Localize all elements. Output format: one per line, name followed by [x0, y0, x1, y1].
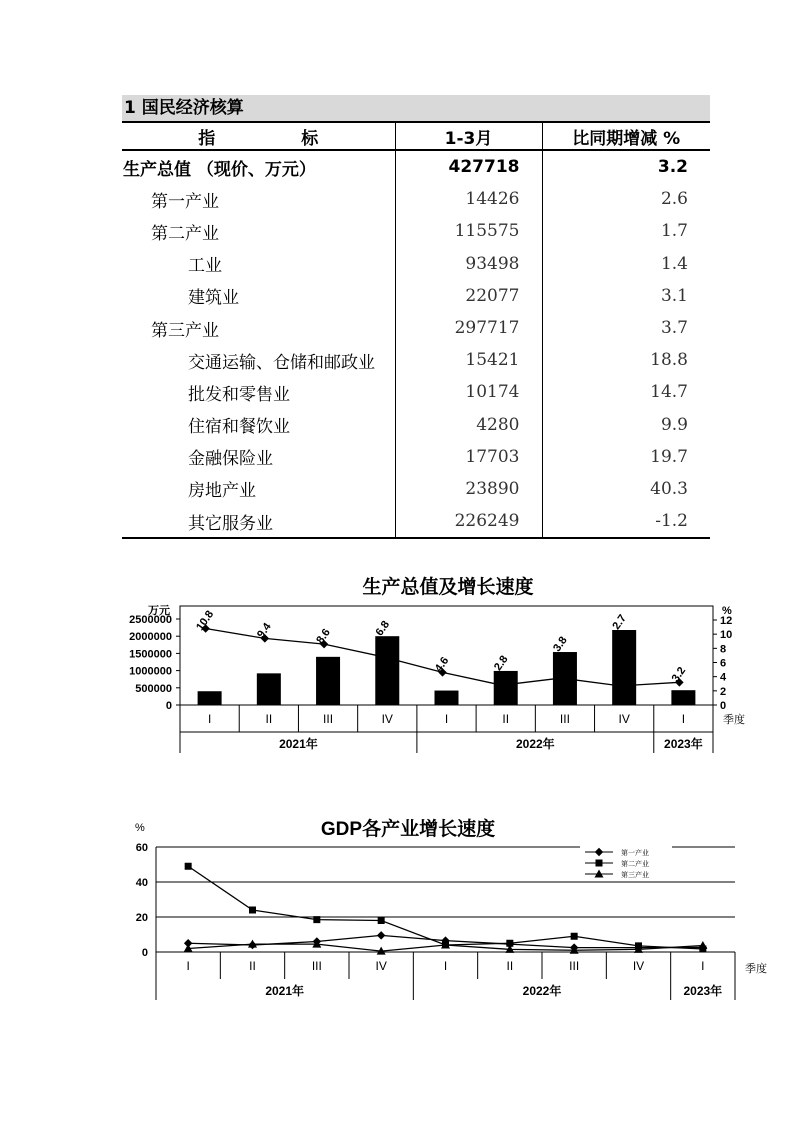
industry-growth-line-chart — [110, 810, 770, 1010]
category-label: III — [311, 959, 322, 973]
bar — [198, 691, 222, 705]
bar — [435, 691, 459, 705]
row-change: 19.7 — [542, 441, 710, 473]
header-indicator-part1: 指 — [198, 128, 216, 149]
header-indicator — [122, 122, 395, 150]
category-label: I — [207, 712, 212, 726]
row-value: 10174 — [395, 376, 542, 408]
category-label: II — [249, 959, 256, 973]
bar — [375, 636, 399, 705]
row-change: 14.7 — [542, 376, 710, 408]
legend-label: 第三产业 — [621, 872, 649, 879]
bar — [257, 673, 281, 705]
table-row — [122, 409, 710, 441]
growth-data-label: 4.6 — [432, 654, 452, 675]
table-header-row — [122, 122, 710, 150]
y-tick-label: 60 — [135, 842, 148, 854]
category-label: II — [502, 712, 510, 726]
table-row — [122, 344, 710, 376]
y-axis-unit: % — [135, 822, 145, 834]
row-change: 1.4 — [542, 248, 710, 280]
table-row — [122, 376, 710, 408]
legend-label: 第二产业 — [621, 861, 649, 868]
row-indicator: 住宿和餐饮业 — [188, 417, 290, 438]
category-label: I — [443, 959, 448, 973]
row-indicator: 其它服务业 — [122, 505, 395, 538]
category-label: II — [265, 712, 273, 726]
series-point-2 — [378, 917, 385, 924]
y-left-tick-label: 2000000 — [129, 631, 172, 644]
category-label: IV — [618, 712, 630, 726]
row-value: 4280 — [395, 409, 542, 441]
table-row — [122, 183, 710, 215]
y-left-tick-label: 1000000 — [129, 665, 172, 678]
growth-data-label: 10.8 — [194, 608, 217, 633]
series-point-2 — [185, 863, 192, 870]
category-label: III — [323, 712, 334, 726]
y-right-tick-label: 10 — [720, 629, 733, 642]
category-label: IV — [632, 959, 645, 973]
y-right-tick-label: 4 — [720, 671, 727, 684]
row-value: 226249 — [395, 505, 542, 538]
series-point-3 — [698, 941, 707, 949]
row-change: -1.2 — [542, 505, 710, 538]
bar — [612, 630, 636, 705]
section-title: 1 国民经济核算 — [122, 95, 710, 121]
table-row — [122, 312, 710, 344]
table-row — [122, 441, 710, 473]
category-label: III — [569, 959, 580, 973]
table-row — [122, 248, 710, 280]
growth-data-label: 3.8 — [551, 634, 570, 655]
row-indicator: 生产总值 （现价、万元） — [123, 159, 316, 180]
table-row — [122, 473, 710, 505]
quarter-unit-label: 季度 — [745, 963, 767, 975]
row-change: 2.6 — [542, 183, 710, 215]
growth-data-label: 6.8 — [373, 618, 393, 639]
table-row — [122, 150, 710, 183]
row-indicator: 第一产业 — [151, 191, 219, 212]
table-row — [122, 505, 710, 538]
year-label: 2021年 — [279, 737, 318, 751]
category-label: I — [186, 959, 190, 973]
y-tick-label: 0 — [141, 947, 148, 959]
y-right-tick-label: 0 — [720, 700, 727, 712]
category-label: I — [701, 959, 705, 973]
growth-data-label: 9.4 — [255, 620, 274, 641]
growth-data-label: 2.7 — [610, 612, 630, 632]
row-indicator: 房地产业 — [188, 481, 256, 502]
bar — [494, 671, 518, 705]
y-right-tick-label: 12 — [720, 615, 733, 627]
y-right-tick-label: 2 — [720, 685, 727, 698]
year-label: 2022年 — [522, 984, 562, 998]
category-label: II — [506, 959, 514, 973]
y-left-tick-label: 0 — [165, 700, 172, 712]
quarter-unit-label: 季度 — [723, 714, 745, 726]
series-point-2 — [249, 907, 256, 914]
bar — [671, 690, 695, 705]
row-change: 18.8 — [542, 344, 710, 376]
table-row — [122, 215, 710, 247]
legend-marker — [596, 860, 603, 867]
header-indicator-part2: 标 — [301, 128, 319, 149]
header-period: 1-3月 — [395, 122, 542, 150]
series-point-2 — [571, 933, 578, 940]
year-label: 2021年 — [265, 984, 305, 998]
row-change: 40.3 — [542, 473, 710, 505]
row-value: 15421 — [395, 344, 542, 376]
row-indicator: 第二产业 — [151, 223, 219, 244]
chart-title: 生产总值及增长速度 — [362, 577, 534, 598]
left-axis-unit: 万元 — [148, 605, 170, 617]
row-indicator: 建筑业 — [188, 288, 239, 309]
y-right-tick-label: 6 — [720, 657, 727, 670]
gdp-bar-line-chart — [110, 565, 750, 765]
row-indicator: 第三产业 — [151, 320, 219, 341]
row-value: 427718 — [395, 150, 542, 183]
series-point-1 — [377, 931, 385, 939]
year-label: 2023年 — [664, 737, 703, 751]
category-label: I — [681, 712, 686, 726]
row-change: 1.7 — [542, 215, 710, 247]
row-value: 17703 — [395, 441, 542, 473]
growth-data-label: 8.6 — [314, 626, 333, 647]
row-value: 14426 — [395, 183, 542, 215]
row-value: 93498 — [395, 248, 542, 280]
year-label: 2022年 — [515, 737, 555, 751]
row-indicator: 金融保险业 — [188, 449, 273, 470]
y-right-tick-label: 8 — [720, 643, 727, 656]
header-change: 比同期增减 % — [542, 122, 710, 150]
row-change: 3.1 — [542, 280, 710, 312]
growth-data-label: 3.2 — [669, 664, 689, 685]
category-label: III — [559, 712, 570, 726]
y-left-tick-label: 500000 — [135, 682, 172, 695]
table-row — [122, 280, 710, 312]
growth-data-label: 2.8 — [491, 653, 511, 673]
row-value: 115575 — [395, 215, 542, 247]
row-indicator: 工业 — [188, 256, 222, 277]
row-change: 3.2 — [542, 150, 710, 183]
right-axis-unit: % — [722, 605, 732, 617]
category-label: IV — [381, 712, 393, 726]
row-indicator: 交通运输、仓储和邮政业 — [188, 352, 375, 373]
chart-title: GDP各产业增长速度 — [320, 819, 496, 840]
y-tick-label: 20 — [135, 912, 148, 924]
gdp-table — [122, 121, 710, 539]
year-label: 2023年 — [683, 984, 723, 998]
category-label: IV — [375, 959, 387, 973]
y-left-tick-label: 1500000 — [129, 648, 172, 661]
series-point-2 — [313, 916, 320, 923]
category-label: I — [444, 712, 449, 726]
row-value: 297717 — [395, 312, 542, 344]
row-indicator: 批发和零售业 — [188, 384, 290, 405]
row-change: 3.7 — [542, 312, 710, 344]
row-value: 22077 — [395, 280, 542, 312]
y-tick-label: 40 — [135, 877, 148, 889]
row-change: 9.9 — [542, 409, 710, 441]
row-value: 23890 — [395, 473, 542, 505]
bar — [316, 657, 340, 705]
legend-label: 第一产业 — [621, 850, 649, 857]
y-left-tick-label: 2500000 — [129, 614, 172, 626]
